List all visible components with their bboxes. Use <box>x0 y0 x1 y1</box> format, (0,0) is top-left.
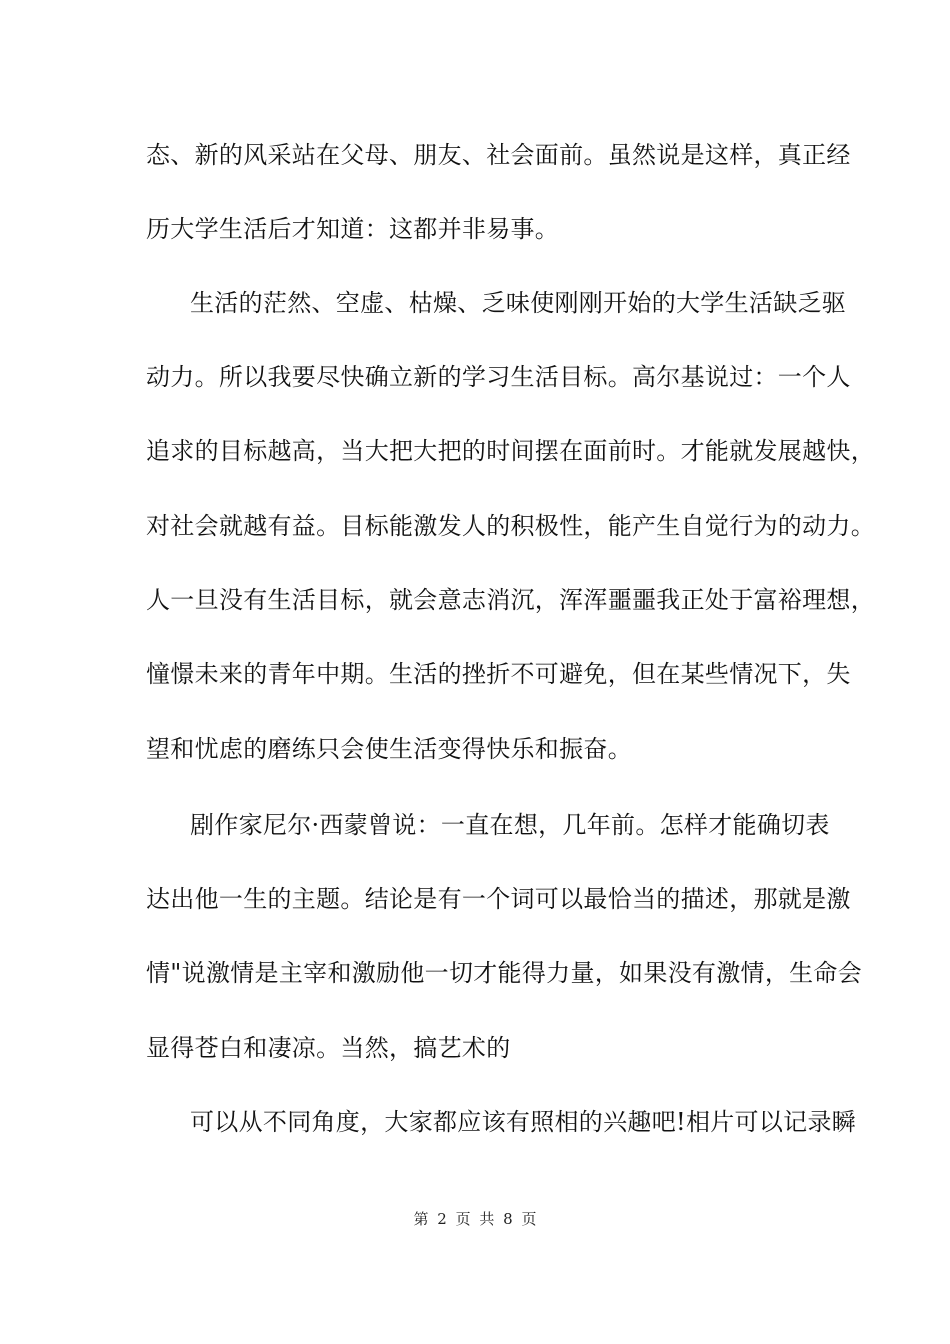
paragraph-start-line: 生活的茫然、空虚、枯燥、乏味使刚刚开始的大学生活缺乏驱 <box>190 289 847 317</box>
text-line: 追求的目标越高，当大把大把的时间摆在面前时。才能就发展越快， <box>146 437 875 465</box>
text-line: 人一旦没有生活目标，就会意志消沉，浑浑噩噩我正处于富裕理想， <box>146 586 875 614</box>
text-line: 憧憬未来的青年中期。生活的挫折不可避免，但在某些情况下，失 <box>146 660 851 688</box>
paragraph-start-line: 剧作家尼尔·西蒙曾说：一直在想，几年前。怎样才能确切表 <box>190 811 830 839</box>
text-line: 显得苍白和凄凉。当然，搞艺术的 <box>146 1034 511 1062</box>
paragraph-start-line: 可以从不同角度，大家都应该有照相的兴趣吧!相片可以记录瞬 <box>190 1108 857 1136</box>
page-number-footer: 第 2 页 共 8 页 <box>413 1210 537 1228</box>
text-line: 对社会就越有益。目标能激发人的积极性，能产生自觉行为的动力。 <box>146 512 875 540</box>
text-line: 态、新的风采站在父母、朋友、社会面前。虽然说是这样，真正经 <box>146 141 851 169</box>
text-line: 情"说激情是主宰和激励他一切才能得力量，如果没有激情，生命会 <box>146 959 863 987</box>
text-line: 达出他一生的主题。结论是有一个词可以最恰当的描述，那就是激 <box>146 885 851 913</box>
text-line: 动力。所以我要尽快确立新的学习生活目标。高尔基说过：一个人 <box>146 363 851 391</box>
text-line: 历大学生活后才知道：这都并非易事。 <box>146 215 560 243</box>
text-line: 望和忧虑的磨练只会使生活变得快乐和振奋。 <box>146 735 632 763</box>
